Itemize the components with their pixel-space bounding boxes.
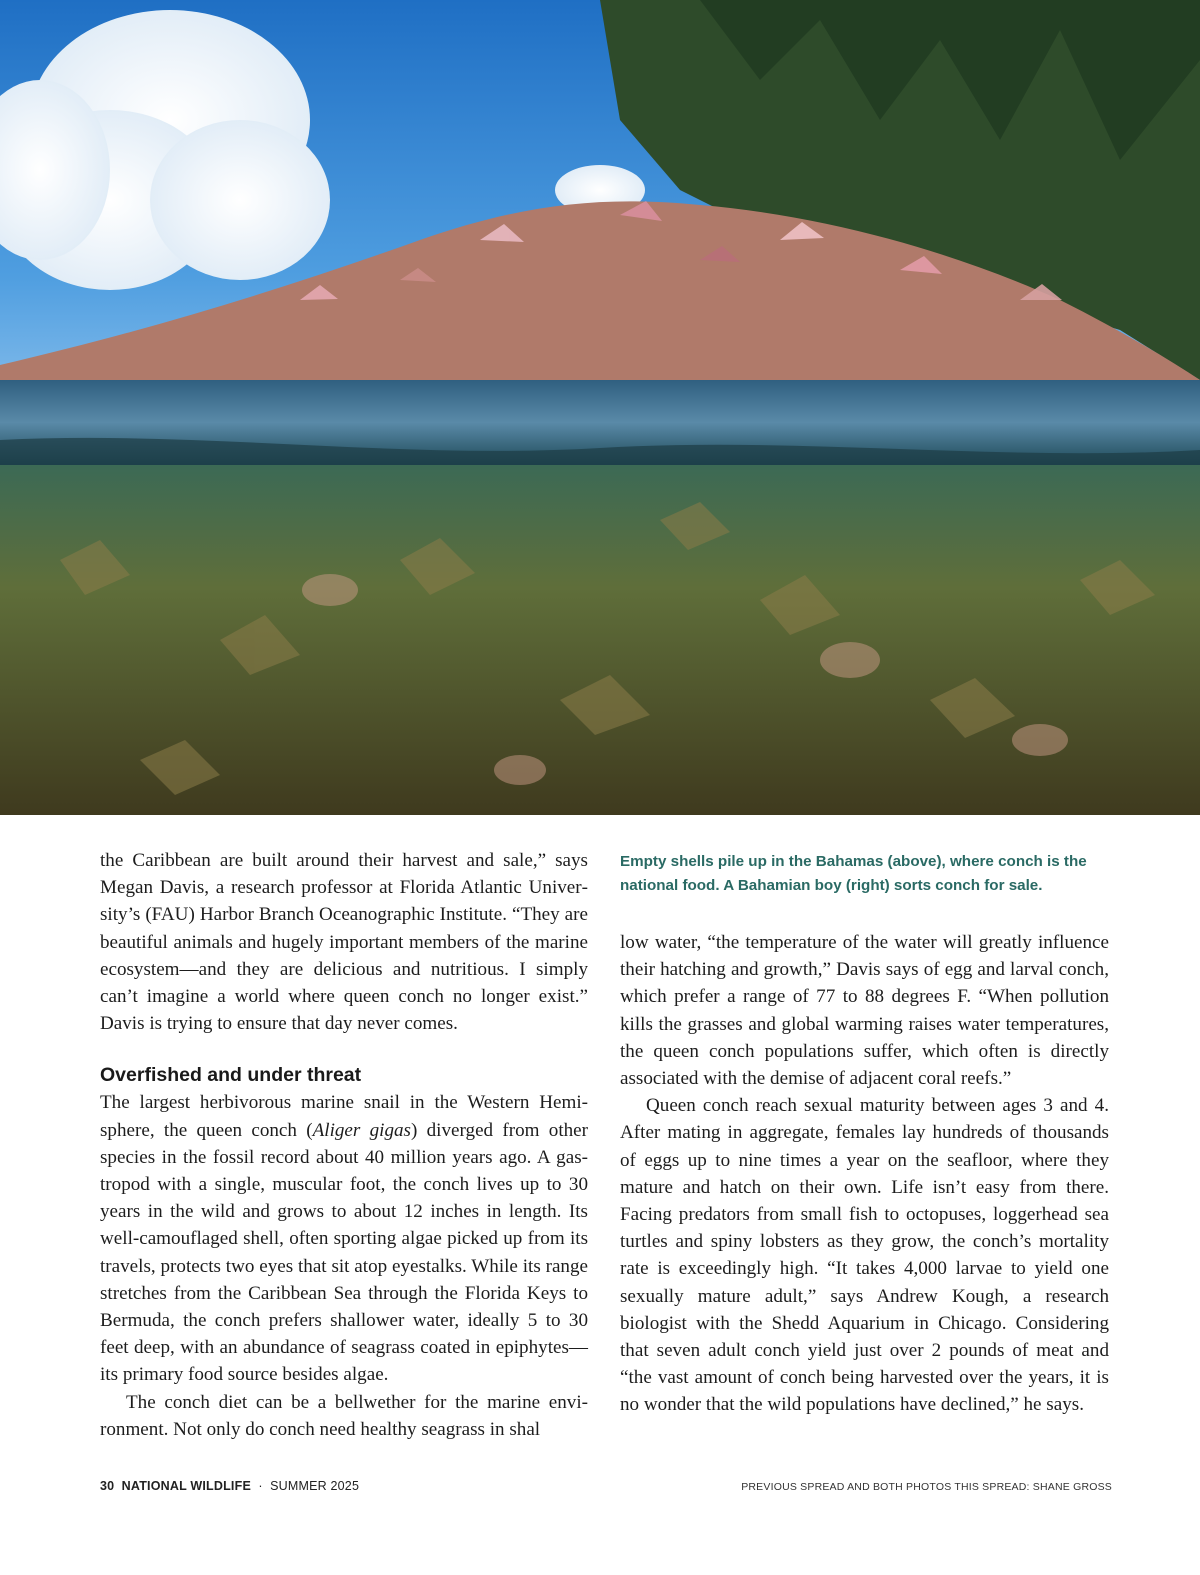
article-paragraph: low water, “the temperature of the water will greatly influence their hatching and growth,” Davis says of egg and larval conch, which prefer a range of 77 to 88 degrees F. “When pollution kills the grasses and global warming raises water temperatures, the queen conch populations suffer, which often is directly associated with the demise of adjacent coral reefs.” bbox=[620, 932, 1109, 1090]
magazine-name: NATIONAL WILDLIFE bbox=[121, 1479, 251, 1493]
page-footer bbox=[100, 1479, 359, 1493]
photo-caption: Empty shells pile up in the Bahamas (above), where conch is the national food. A Bahamian boy (right) sorts conch for sale. bbox=[620, 853, 1087, 894]
article-paragraph: the Caribbean are built around their harvest and sale,” says Megan Davis, a research professor at Florida Atlantic University’s (FAU) Harbor Branch Oceanographic Institute. “They are beautiful animals and hugely important members of the marine ecosystem—and they are delicious and nutritious. I simply can’t imagine a world where queen conch no longer exist.” Davis is trying to ensure that day never comes. bbox=[100, 850, 588, 1035]
article-paragraph bbox=[100, 1089, 588, 1388]
article-paragraph: Queen conch reach sexual maturity between ages 3 and 4. After mating in aggregate, females lay hundreds of thousands of eggs up to nine times a year on the seafloor, where they mature and hatch on their own. Life isn’t easy from there. Facing predators from small fish to octopuses, loggerhead sea turtles and spiny lobsters as they grow, the conch’s mortality rate is exceedingly high. “It takes 4,000 larvae to yield one sexually mature adult,” says Andrew Kough, a research biologist with the Shedd Aquarium in Chicago. Considering that seven adult conch yield just over 2 pounds of meat and “the vast amount of conch being harvested over the years, it is no wonder that the wild populations have declined,” he says. bbox=[620, 1095, 1109, 1416]
issue-date: SUMMER 2025 bbox=[270, 1479, 360, 1493]
article-right-column bbox=[620, 929, 1109, 1419]
photo-credit: PREVIOUS SPREAD AND BOTH PHOTOS THIS SPREAD: SHANE GROSS bbox=[741, 1481, 1112, 1493]
article-paragraph: The conch diet can be a bellwether for the marine environment. Not only do conch need healthy seagrass in shal bbox=[100, 1391, 588, 1440]
section-subhead: Overfished and under threat bbox=[100, 1064, 362, 1087]
paragraph-text: The largest herbivorous marine snail in the Western Hemisphere, the queen conch ( bbox=[100, 1092, 588, 1141]
paragraph-text: ) diverged from other species in the fossil record about 40 million years ago. A gastropod with a single, muscular foot, the conch lives up to 30 years in the wild and grows to about 12 inches in length. Its well-camouflaged shell, often sporting algae picked up from its travels, protects two eyes that sit atop eyestalks. While its range stretches from the Caribbean Sea through the Florida Keys to Bermuda, the conch prefers shallower water, ideally 5 to 30 feet deep, with an abundance of seagrass coated in epiphytes—its primary food source besides algae. bbox=[100, 1119, 589, 1386]
footer-separator: · bbox=[258, 1479, 263, 1493]
page-number: 30 bbox=[100, 1479, 115, 1493]
article-left-column bbox=[100, 847, 588, 1443]
species-name: Aliger gigas bbox=[312, 1119, 411, 1141]
